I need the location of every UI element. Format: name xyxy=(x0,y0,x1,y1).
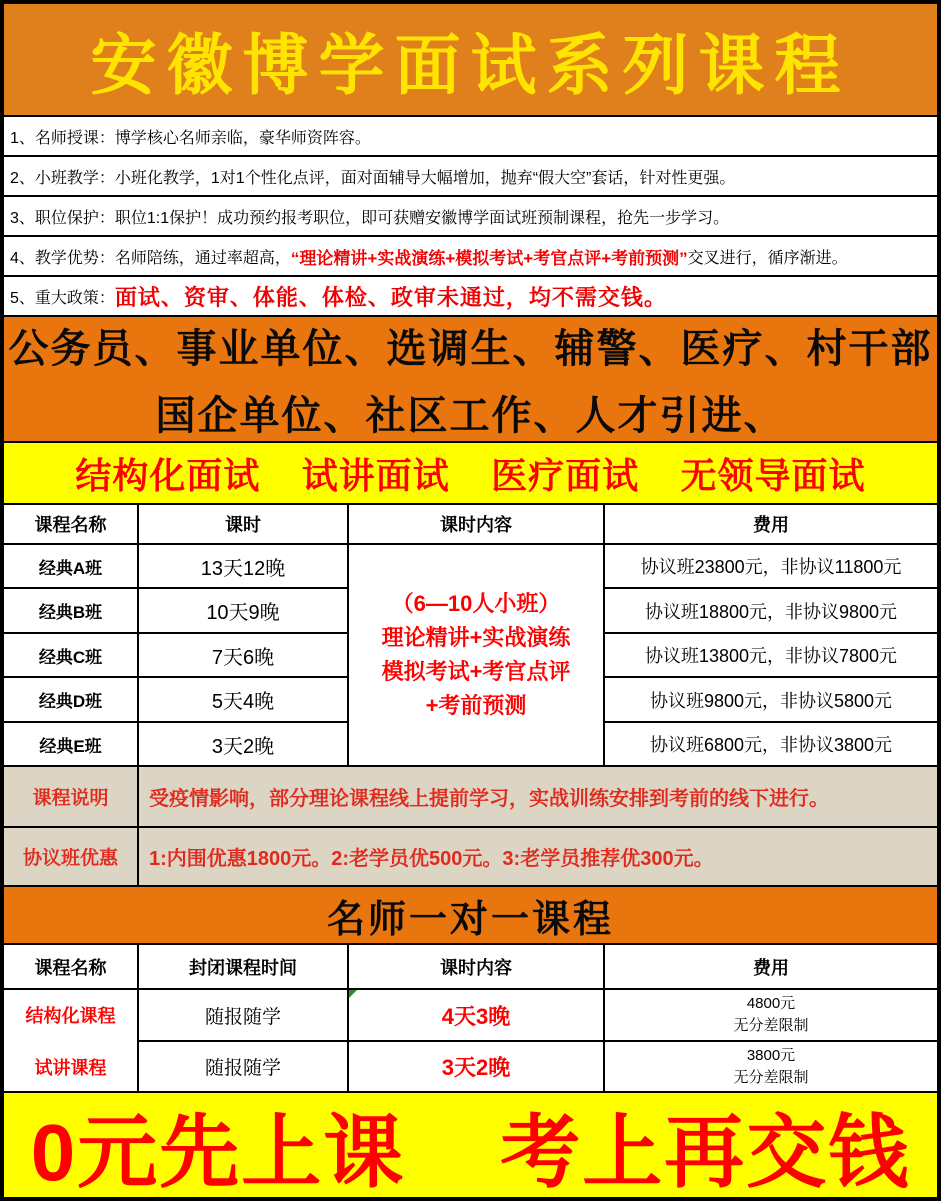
page-title: 安徽博学面试系列课程 xyxy=(90,30,851,103)
interview-types-strip xyxy=(4,443,937,505)
intro-row-5-highlight: 面试、资审、体能、体检、政审未通过，均不需交钱。 xyxy=(114,284,667,310)
one-row-2-duration xyxy=(349,1042,605,1093)
content-line-1: （6—10人小班） xyxy=(391,590,561,616)
course-row-e-duration: 3天2晚 xyxy=(139,723,349,767)
green-corner-marker-icon xyxy=(349,990,357,998)
course-row-b-name: 经典B班 xyxy=(4,589,139,634)
note-discount-text: 1:内围优惠1800元。2:老学员优500元。3:老学员推荐优300元。 xyxy=(149,848,714,870)
course-name-lecture: 试讲课程 xyxy=(34,1057,107,1078)
course-row-d-fee: 协议班9800元，非协议5800元 xyxy=(605,678,937,723)
note-discount-label: 协议班优惠 xyxy=(4,828,139,885)
type-lecture: 试讲面试 xyxy=(301,454,450,496)
intro-row-1 xyxy=(4,117,937,157)
course-table-header-name: 课程名称 xyxy=(4,505,139,545)
course-row-c-name: 经典C班 xyxy=(4,634,139,678)
one-table-header-fee: 费用 xyxy=(605,945,937,990)
course-row-d-duration: 5天4晚 xyxy=(139,678,349,723)
course-row-a-fee: 协议班23800元，非协议11800元 xyxy=(605,545,937,589)
course-table-header-duration: 课时 xyxy=(139,505,349,545)
course-content-cell xyxy=(349,545,605,767)
one-table-header-name: 课程名称 xyxy=(4,945,139,990)
course-row-b-duration: 10天9晚 xyxy=(139,589,349,634)
intro-row-4-highlight: “理论精讲+实战演练+模拟考试+考官点评+考前预测” xyxy=(290,248,688,268)
note-explanation-text: 受疫情影响，部分理论课程线上提前学习，实战训练安排到考前的线下进行。 xyxy=(149,788,829,810)
type-structured: 结构化面试 xyxy=(75,454,261,496)
type-leaderless: 无领导面试 xyxy=(680,454,866,496)
intro-row-5-prefix: 5、重大政策： xyxy=(10,289,115,307)
course-row-d-name: 经典D班 xyxy=(4,678,139,723)
course-row-e-name: 经典E班 xyxy=(4,723,139,767)
course-row-e-fee: 协议班6800元，非协议3800元 xyxy=(605,723,937,767)
course-table-header-fee: 费用 xyxy=(605,505,937,545)
title-banner xyxy=(4,4,937,117)
one-row-2-fee xyxy=(605,1042,937,1093)
one-row-1-schedule: 随报随学 xyxy=(139,990,349,1042)
one-row-1-fee-amount: 4800元 xyxy=(746,995,796,1013)
note-explanation-label: 课程说明 xyxy=(4,767,139,826)
footer-slogan-part-1: 0元先上课 xyxy=(30,1107,406,1197)
course-table-header-content: 课时内容 xyxy=(349,505,605,545)
course-row-a-name: 经典A班 xyxy=(4,545,139,589)
intro-row-3 xyxy=(4,197,937,237)
content-line-4: +考前预测 xyxy=(425,693,527,719)
audience-banner xyxy=(4,317,937,443)
one-table-header-content: 课时内容 xyxy=(349,945,605,990)
footer-slogan-part-2: 考上再交钱 xyxy=(500,1107,911,1197)
one-row-2-schedule: 随报随学 xyxy=(139,1042,349,1093)
intro-row-1-text: 1、名师授课：博学核心名师亲临，豪华师资阵容。 xyxy=(10,129,371,147)
type-medical: 医疗面试 xyxy=(491,454,640,496)
one-row-1-duration xyxy=(349,990,605,1042)
note-row-discount xyxy=(4,828,937,887)
content-line-2: 理论精讲+实战演练 xyxy=(381,624,571,650)
one-row-1-fee xyxy=(605,990,937,1042)
one-on-one-table xyxy=(4,945,937,1093)
footer-banner xyxy=(4,1093,937,1197)
one-row-2-duration-text: 3天2晚 xyxy=(441,1055,511,1080)
intro-row-4-prefix: 4、教学优势：名师陪练，通过率超高， xyxy=(10,249,291,267)
one-table-header-schedule: 封闭课程时间 xyxy=(139,945,349,990)
one-table-course-names xyxy=(4,990,139,1093)
one-on-one-banner xyxy=(4,887,937,945)
one-on-one-banner-text: 名师一对一课程 xyxy=(326,898,614,941)
one-row-2-fee-amount: 3800元 xyxy=(746,1046,796,1064)
audience-line-2: 国企单位、社区工作、人才引进、 xyxy=(155,394,786,438)
course-table xyxy=(4,505,937,767)
one-row-2-fee-note: 无分差限制 xyxy=(733,1068,809,1086)
one-row-1-fee-note: 无分差限制 xyxy=(733,1017,809,1034)
intro-row-4-suffix: 交叉进行，循序渐进。 xyxy=(687,249,848,267)
course-row-b-fee: 协议班18800元，非协议9800元 xyxy=(605,589,937,634)
audience-line-1: 公务员、事业单位、选调生、辅警、医疗、村干部 xyxy=(8,327,933,371)
intro-row-4 xyxy=(4,237,937,277)
intro-row-2 xyxy=(4,157,937,197)
course-row-c-fee: 协议班13800元，非协议7800元 xyxy=(605,634,937,678)
content-line-3: 模拟考试+考官点评 xyxy=(381,659,571,684)
course-row-c-duration: 7天6晚 xyxy=(139,634,349,678)
note-row-explanation xyxy=(4,767,937,828)
course-row-a-duration: 13天12晚 xyxy=(139,545,349,589)
intro-row-3-text: 3、职位保护：职位1:1保护！成功预约报考职位，即可获赠安徽博学面试班预制课程，抢先一步学习。 xyxy=(10,209,730,227)
one-row-1-duration-text: 4天3晚 xyxy=(441,1003,511,1029)
course-name-structured: 结构化课程 xyxy=(25,1005,116,1026)
intro-row-5 xyxy=(4,277,937,317)
intro-row-2-text: 2、小班教学：小班化教学，1对1个性化点评，面对面辅导大幅增加，抛弃“假大空”套话，针对性更强。 xyxy=(10,169,736,187)
